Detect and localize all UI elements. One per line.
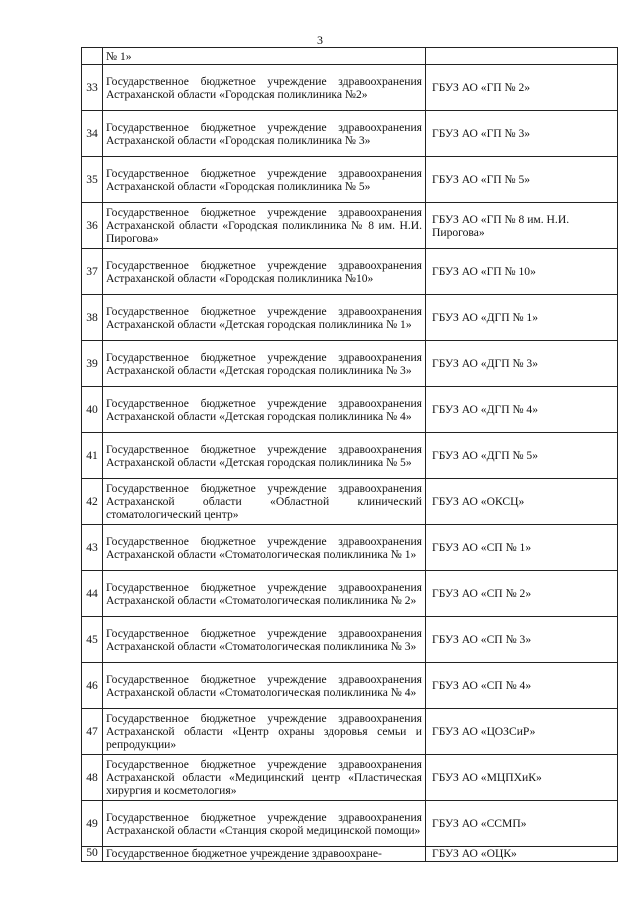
short-name-cell: ГБУЗ АО «СП № 3» (426, 617, 618, 663)
institution-name-cell: Государственное бюджетное учреждение здравоохранения Астраханской области «Детская городская поликлиника № 5» (103, 433, 426, 479)
institutions-table (81, 47, 618, 862)
institution-name-cell: Государственное бюджетное учреждение здравоохране- (103, 847, 426, 862)
table-row-continuation (82, 48, 618, 65)
institution-name-cell: Государственное бюджетное учреждение здравоохранения Астраханской области «Городская поликлиника № 5» (103, 157, 426, 203)
table-row (82, 111, 618, 157)
short-name-cell: ГБУЗ АО «МЦПХиК» (426, 755, 618, 801)
row-number-cell: 38 (82, 295, 103, 341)
institution-name-cell: Государственное бюджетное учреждение здравоохранения Астраханской области «Стоматологическая поликлиника № 2» (103, 571, 426, 617)
short-name-cell: ГБУЗ АО «ОЦК» (426, 847, 618, 862)
short-name-cell: ГБУЗ АО «ДГП № 4» (426, 387, 618, 433)
table-row (82, 479, 618, 525)
institution-name-cell: Государственное бюджетное учреждение здравоохранения Астраханской области «Медицинский центр «Пластическая хирургия и косметология» (103, 755, 426, 801)
table-row (82, 571, 618, 617)
short-name-cell: ГБУЗ АО «ОКСЦ» (426, 479, 618, 525)
row-number-cell: 48 (82, 755, 103, 801)
institution-name-cell: Государственное бюджетное учреждение здравоохранения Астраханской области «Городская поликлиника № 3» (103, 111, 426, 157)
page-number: 3 (317, 33, 323, 47)
institution-name-cell: Государственное бюджетное учреждение здравоохранения Астраханской области «Городская поликлиника №10» (103, 249, 426, 295)
row-number-cell (82, 48, 103, 65)
institution-name-cell: № 1» (103, 48, 426, 65)
short-name-cell: ГБУЗ АО «СП № 2» (426, 571, 618, 617)
short-name-cell: ГБУЗ АО «ГП № 3» (426, 111, 618, 157)
row-number-cell: 34 (82, 111, 103, 157)
short-name-cell: ГБУЗ АО «ССМП» (426, 801, 618, 847)
short-name-cell: ГБУЗ АО «ГП № 2» (426, 65, 618, 111)
short-name-cell: ГБУЗ АО «ГП № 8 им. Н.И. Пирогова» (426, 203, 618, 249)
row-number-cell: 49 (82, 801, 103, 847)
institution-name-cell: Государственное бюджетное учреждение здравоохранения Астраханской области «Городская поликлиника № 8 им. Н.И. Пирогова» (103, 203, 426, 249)
row-number-cell: 50 (82, 847, 103, 862)
institution-name-cell: Государственное бюджетное учреждение здравоохранения Астраханской области «Детская городская поликлиника № 1» (103, 295, 426, 341)
row-number-cell: 47 (82, 709, 103, 755)
row-number-cell: 36 (82, 203, 103, 249)
row-number-cell: 41 (82, 433, 103, 479)
table-row (82, 847, 618, 862)
short-name-cell: ГБУЗ АО «ГП № 5» (426, 157, 618, 203)
row-number-cell: 33 (82, 65, 103, 111)
table-row (82, 295, 618, 341)
table-row (82, 755, 618, 801)
institution-name-cell: Государственное бюджетное учреждение здравоохранения Астраханской области «Детская городская поликлиника № 3» (103, 341, 426, 387)
institution-name-cell: Государственное бюджетное учреждение здравоохранения Астраханской области «Стоматологическая поликлиника № 1» (103, 525, 426, 571)
table-row (82, 433, 618, 479)
institution-name-cell: Государственное бюджетное учреждение здравоохранения Астраханской области «Стоматологическая поликлиника № 4» (103, 663, 426, 709)
table-row (82, 387, 618, 433)
institution-name-cell: Государственное бюджетное учреждение здравоохранения Астраханской области «Городская поликлиника №2» (103, 65, 426, 111)
row-number-cell: 45 (82, 617, 103, 663)
short-name-cell: ГБУЗ АО «ЦОЗСиР» (426, 709, 618, 755)
row-number-cell: 39 (82, 341, 103, 387)
short-name-cell: ГБУЗ АО «СП № 4» (426, 663, 618, 709)
table-row (82, 709, 618, 755)
row-number-cell: 43 (82, 525, 103, 571)
institutions-table-body (82, 48, 618, 862)
institution-name-cell: Государственное бюджетное учреждение здравоохранения Астраханской области «Детская городская поликлиника № 4» (103, 387, 426, 433)
table-row (82, 157, 618, 203)
table-row (82, 249, 618, 295)
row-number-cell: 35 (82, 157, 103, 203)
institution-name-cell: Государственное бюджетное учреждение здравоохранения Астраханской области «Центр охраны здоровья семьи и репродукции» (103, 709, 426, 755)
row-number-cell: 44 (82, 571, 103, 617)
short-name-cell (426, 48, 618, 65)
table-row (82, 65, 618, 111)
table-row (82, 525, 618, 571)
table-row (82, 801, 618, 847)
table-row (82, 663, 618, 709)
short-name-cell: ГБУЗ АО «ДГП № 3» (426, 341, 618, 387)
row-number-cell: 42 (82, 479, 103, 525)
institution-name-cell: Государственное бюджетное учреждение здравоохранения Астраханской области «Областной клинический стоматологический центр» (103, 479, 426, 525)
short-name-cell: ГБУЗ АО «ДГП № 5» (426, 433, 618, 479)
institution-name-cell: Государственное бюджетное учреждение здравоохранения Астраханской области «Стоматологическая поликлиника № 3» (103, 617, 426, 663)
institution-name-cell: Государственное бюджетное учреждение здравоохранения Астраханской области «Станция скорой медицинской помощи» (103, 801, 426, 847)
short-name-cell: ГБУЗ АО «СП № 1» (426, 525, 618, 571)
short-name-cell: ГБУЗ АО «ГП № 10» (426, 249, 618, 295)
row-number-cell: 46 (82, 663, 103, 709)
table-row (82, 341, 618, 387)
row-number-cell: 37 (82, 249, 103, 295)
table-row (82, 203, 618, 249)
row-number-cell: 40 (82, 387, 103, 433)
short-name-cell: ГБУЗ АО «ДГП № 1» (426, 295, 618, 341)
table-row (82, 617, 618, 663)
